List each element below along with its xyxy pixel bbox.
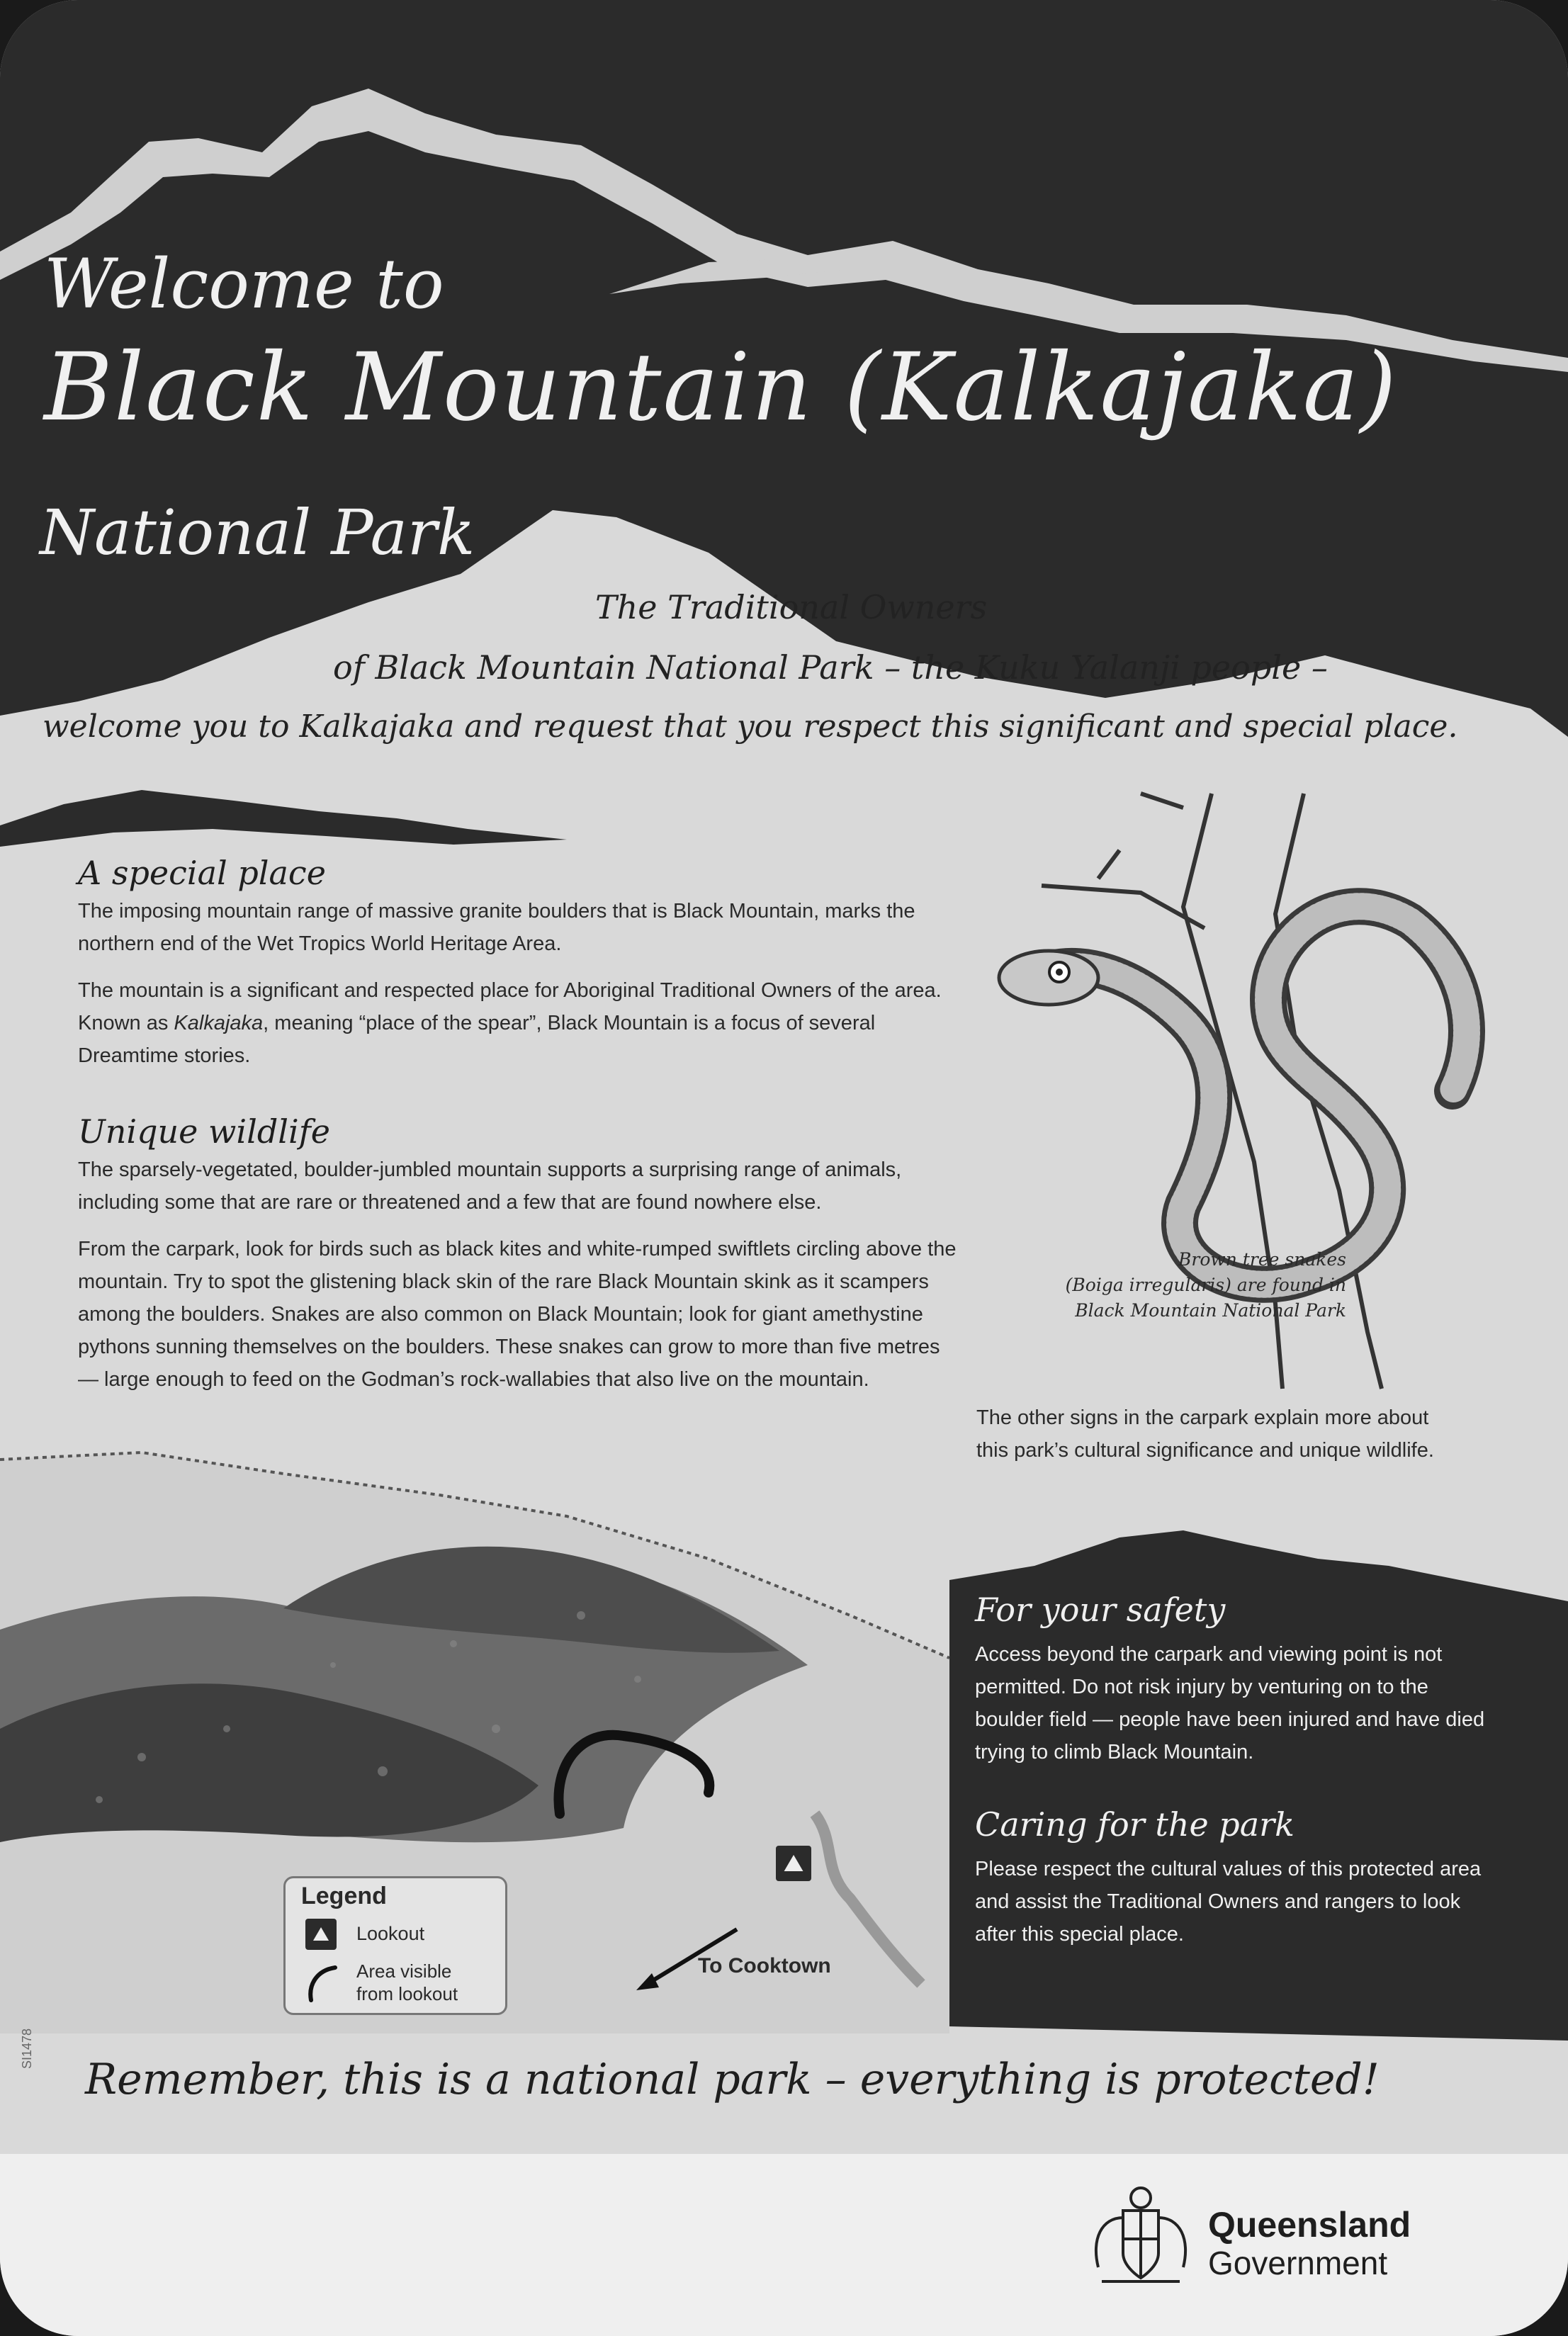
legend-area-line-2: from lookout [356,1983,458,2004]
caring-heading: Caring for the park [975,1805,1295,1844]
legend-lookout-icon [305,1919,337,1950]
to-cooktown-label: To Cooktown [698,1954,831,1977]
special-place-heading: A special place [78,854,326,892]
lookout-hiker-icon: ⛰ [312,1923,329,1945]
government-line-2: Government [1208,2245,1388,2281]
acknowledgement-line-2: of Black Mountain National Park – the Kuku Yalanji people – [333,648,1328,687]
park-subtitle: National Park [40,496,475,569]
special-place-section [78,895,957,1072]
government-logo-text [1208,2205,1411,2281]
legend-area-label [356,1960,458,2005]
government-line-1: Queensland [1208,2205,1411,2245]
acknowledgement-line-3: welcome you to Kalkajaka and request that you respect this significant and special place. [43,709,1458,745]
special-place-paragraph-1: The imposing mountain range of massive granite boulders that is Black Mountain, marks the northern end of the Wet Tropics World Heritage Area. [78,900,915,955]
snake-caption-line-2: (Boiga irregularis) are found in [1065,1275,1346,1295]
snake-caption-line-1: Brown tree snakes [1178,1249,1346,1270]
wildlife-section [78,1153,964,1396]
map-lookout-marker [776,1846,811,1881]
kalkajaka-word: Kalkajaka [174,1012,264,1034]
wildlife-heading: Unique wildlife [78,1112,330,1151]
sign-code: SI1478 [20,2028,34,2069]
legend-title: Legend [301,1883,387,1909]
special-place-p2-a: The mountain is a significant and respected place for Aboriginal Traditional Owners of the area. Known as [78,979,942,1034]
legend-area-line-1: Area visible [356,1960,452,1982]
map-legend [283,1876,507,2015]
acknowledgement-line-1: The Traditional Owners [595,588,988,626]
wildlife-paragraph-2: From the carpark, look for birds such as black kites and white-rumped swiftlets circling above the mountain. Try to spot the glistening black skin of the rare Black Mountain skink as it scampers among the boulders. Snakes are also common on Black Mountain; look for giant amethystine pythons sunning themselves on the boulders. These snakes can grow to more than five metres — large enough to feed on the Godman’s rock-wallabies that also live on the mountain. [78,1238,957,1391]
safety-text: Access beyond the carpark and viewing point is not permitted. Do not risk injury by venturing on to the boulder field — people have been injured and have died trying to climb Black Mountain. [975,1643,1485,1764]
area-arc-icon [305,1963,341,2003]
special-place-paragraph-2 [78,974,957,1072]
footer-message: Remember, this is a national park – everything is protected! [85,2055,1380,2104]
wildlife-paragraph-1: The sparsely-vegetated, boulder-jumbled mountain supports a surprising range of animals, including some that are rare or threatened and a few that are found nowhere else. [78,1158,902,1214]
park-name-title: Black Mountain (Kalkajaka) [44,333,1398,442]
caring-text: Please respect the cultural values of this protected area and assist the Traditional Owners and rangers to look after this special place. [975,1858,1482,1946]
safety-heading: For your safety [975,1591,1226,1629]
legend-lookout-label: Lookout [356,1923,425,1944]
special-place-p2-b: , meaning “place of the spear”, Black Mountain is a focus of several Dreamtime stories. [78,1012,876,1067]
welcome-text: Welcome to [44,244,444,324]
lookout-hiker-icon: ⛰ [783,1850,804,1877]
snake-caption-line-3: Black Mountain National Park [1075,1300,1346,1321]
coat-of-arms-icon [1081,2182,1201,2289]
snake-caption [978,1247,1346,1324]
other-signs-text: The other signs in the carpark explain more about this park’s cultural significance and unique wildlife. [976,1406,1434,1462]
